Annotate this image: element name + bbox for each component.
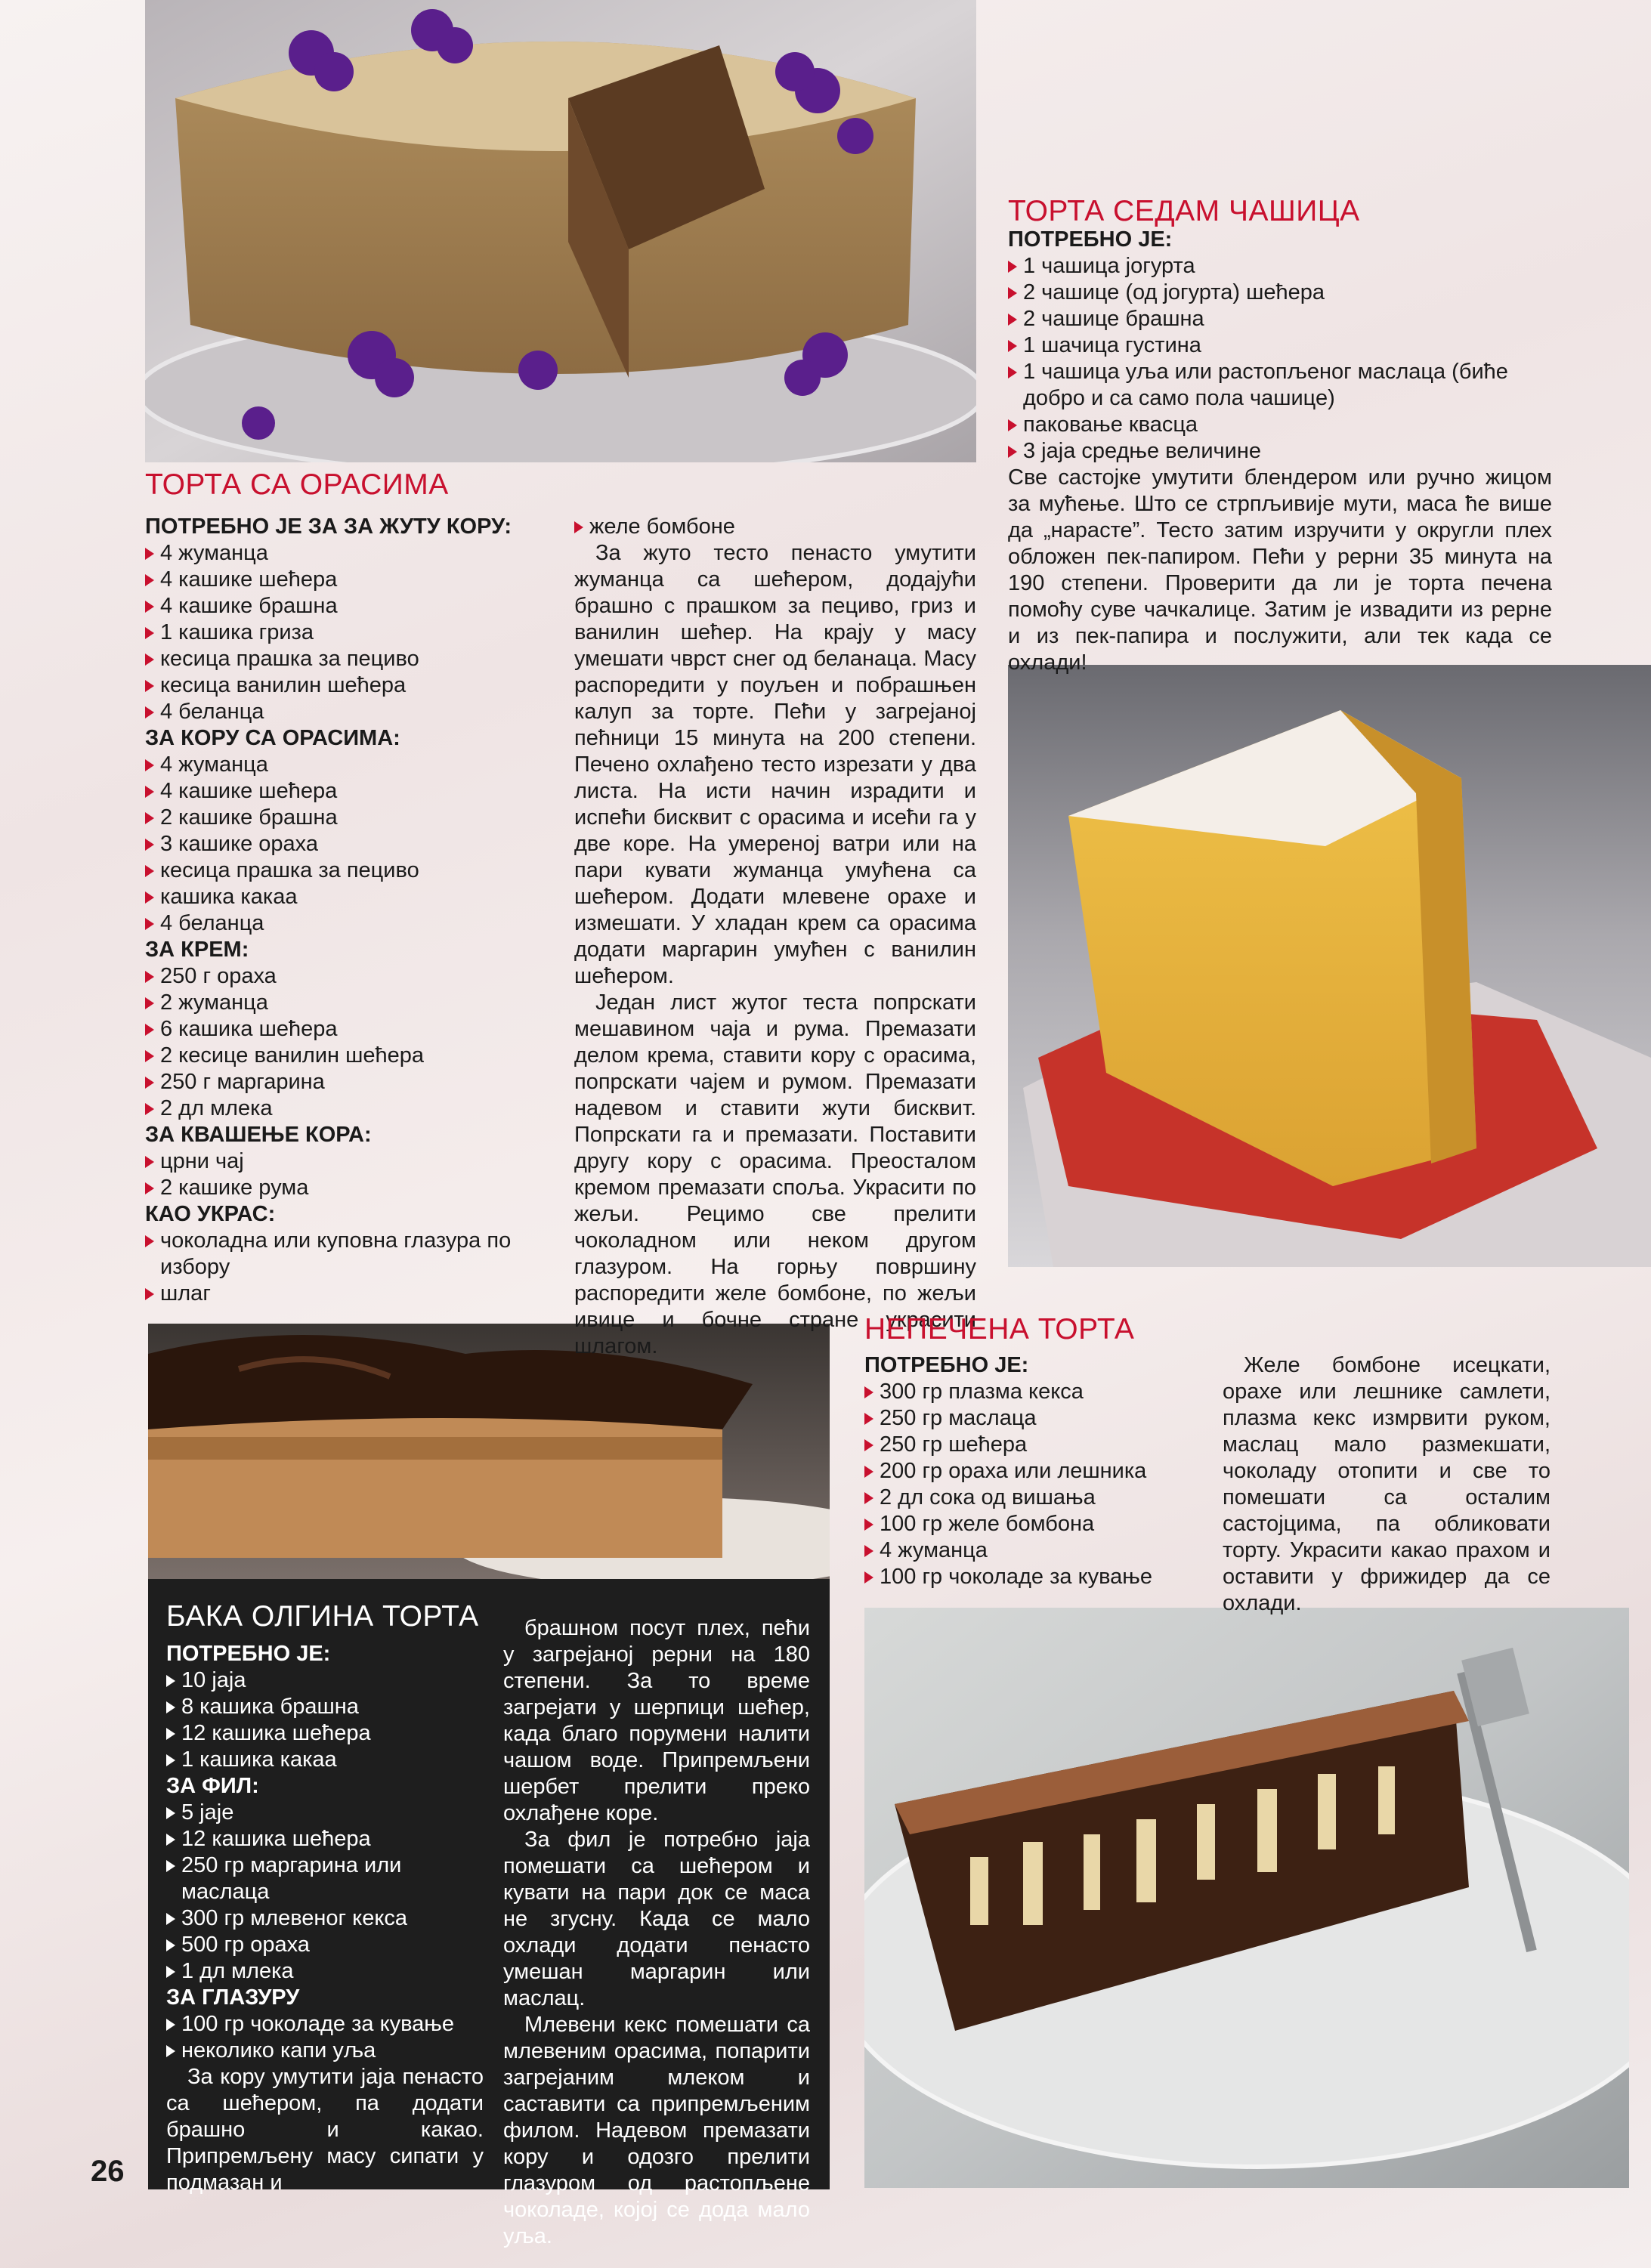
ingredient-list — [145, 963, 553, 1122]
ingredient-list — [145, 752, 553, 937]
method-paragraph: Један лист жутог теста попрскати мешавином чаја и рума. Премазати делом крема, ставити кору с орасима, попрскати чајем и румом. Премазати надевом и ставити жути бисквит. Попрскати га и премазати. Поставити другу кору с орасима. Преосталом кремом премазати споља. Украсити по жељи. Рецимо све прелити чоколадном или неком другом глазуром. На горњу површину распоредити желе бомбоне, по жељи ивице и бочне стране украсити шлагом. — [574, 990, 976, 1358]
unbaked-chocolate-cake-photo — [864, 1608, 1629, 2188]
ingredient-item: 1 чашица јогурта — [1008, 253, 1552, 280]
ingredient-item: 2 чашице брашна — [1008, 306, 1552, 332]
ingredient-item: 6 кашика шећера — [145, 1016, 553, 1043]
yellow-sponge-cake-photo — [1008, 665, 1651, 1267]
recipe4-method — [503, 1615, 810, 2250]
recipe1-method — [574, 514, 976, 1360]
ingredient-list — [145, 1228, 553, 1307]
ingredient-item: 2 жуманца — [145, 990, 553, 1016]
ingredient-item: 3 кашике ораха — [145, 831, 553, 857]
ingredient-item: 250 г ораха — [145, 963, 553, 990]
ingredient-subheading: ЗА КВАШЕЊЕ КОРА: — [145, 1123, 372, 1147]
ingredient-item: 250 г маргарина — [145, 1069, 553, 1095]
recipe4-ingredients — [166, 1641, 484, 2196]
ingredient-subheading: ЗА ФИЛ: — [166, 1774, 259, 1798]
ingredient-item: 10 јаја — [166, 1667, 484, 1694]
ingredient-list — [145, 1148, 553, 1201]
recipe2-title: ТОРТА СЕДАМ ЧАШИЦА — [1008, 195, 1360, 227]
method-paragraph: За жуто тесто пенасто умутити жуманца са шећером, додајући брашно с прашком за пециво, гриз и ванилин шећер. На крају у масу умешати чврст снег од беланаца. Масу распоредити у поуљен и побрашњен калуп за торте. Пећи у загрејаној пећници 15 минута на 200 степени. Печено охлађено тесто изрезати у два листа. На исти начин израдити и испећи бисквит с орасима и исећи га у две коре. На умереној ватри или на пари кувати жуманца умућена са шећером. Додати млевене орахе и измешати. У хладан крем са орасима додати маргарин умућен с ванилин шећером. — [574, 541, 976, 988]
ingredient-item: 4 кашике брашна — [145, 593, 553, 620]
ingredient-item: 1 кашика гриза — [145, 620, 553, 646]
ingredient-item: 4 жуманца — [864, 1537, 1189, 1564]
recipe4-box — [148, 1579, 830, 2248]
ingredient-item: 2 чашице (од јогурта) шећера — [1008, 280, 1552, 306]
ingredient-item: 5 јаје — [166, 1800, 484, 1826]
ingredient-list — [145, 540, 553, 725]
ingredient-item: 250 гр шећера — [864, 1432, 1189, 1458]
ingredient-item: 8 кашика брашна — [166, 1694, 484, 1720]
ingredient-item: кесица прашка за пециво — [145, 646, 553, 672]
ingredient-item: 4 беланца — [145, 910, 553, 937]
recipe2-method: Све састојке умутити блендером или ручно жицом за мућење. Што се стрпљивије мути, маса ће више да „нарасте”. Тесто затим изручити у округли плех обложен пек-папиром. Пећи у рерни 35 минута на 190 степени. Проверити да ли је торта печена помоћу суве чачкалице. Затим је извадити из рерне и из пек-папира и послужити, али тек када се охлади! — [1008, 465, 1552, 675]
ingredient-item: 300 гр плазма кекса — [864, 1379, 1189, 1405]
ingredient-item: 100 гр чоколаде за кување — [864, 1564, 1189, 1590]
ingredient-item: 4 жуманца — [145, 752, 553, 778]
ingredient-subheading: КАО УКРАС: — [145, 1202, 276, 1226]
ingredient-item: кашика какаа — [145, 884, 553, 910]
recipe3-title: НЕПЕЧЕНА ТОРТА — [864, 1313, 1135, 1346]
ingredient-item: кесица ванилин шећера — [145, 672, 553, 699]
method-paragraph: За фил је потребно јаја помешати са шећером и кувати на пари док се маса не згусну. Када се мало охлади додати пенасто умешан маргарин или маслац. — [503, 1828, 810, 2010]
recipe1-ingredients — [145, 514, 553, 1307]
ingredient-item: шлаг — [145, 1281, 553, 1307]
olga-chocolate-cake-photo — [148, 1324, 830, 1579]
ingredient-subheading: ЗА КОРУ СА ОРАСИМА: — [145, 726, 400, 750]
recipe3-ingredients — [864, 1352, 1189, 1590]
ingredient-item: 4 жуманца — [145, 540, 553, 567]
ingredient-item: неколико капи уља — [166, 2038, 484, 2064]
ingredient-item: 500 гр ораха — [166, 1932, 484, 1958]
ingredient-item: 200 гр ораха или лешника — [864, 1458, 1189, 1485]
ingredient-subheading: ПОТРЕБНО ЈЕ: — [166, 1642, 331, 1666]
recipe1-item-jelly: желе бомбоне — [574, 514, 976, 540]
ingredient-item: 100 гр желе бомбона — [864, 1511, 1189, 1537]
ingredient-item: 2 кашике брашна — [145, 805, 553, 831]
recipe4-title: БАКА ОЛГИНА ТОРТА — [166, 1600, 479, 1633]
method-paragraph: Млевени кекс помешати са млевеним орасима, попарити загрејаним млеком и саставити са припремљеним филом. Надевом премазати кору и одозго прелити глазуром од растопљене чоколаде, којој се дода мало уља. — [503, 2013, 810, 2248]
ingredient-item: 250 гр маслаца — [864, 1405, 1189, 1432]
ingredient-item: 1 кашика какаа — [166, 1747, 484, 1773]
ingredient-item: 2 дл сока од вишања — [864, 1485, 1189, 1511]
recipe1-title: ТОРТА СА ОРАСИМА — [145, 468, 449, 501]
ingredient-item: 2 кашике рума — [145, 1175, 553, 1201]
ingredient-item: 2 дл млека — [145, 1095, 553, 1122]
page-number: 26 — [91, 2155, 125, 2188]
ingredient-item: 250 гр маргарина или маслаца — [166, 1852, 484, 1905]
ingredient-item: 1 дл млека — [166, 1958, 484, 1985]
ingredient-item: паковање квасца — [1008, 412, 1552, 438]
recipe2-block — [1008, 227, 1552, 676]
recipe3-method: Желе бомбоне исецкати, орахе или лешнике самлети, плазма кекс измрвити руком, маслац мало размекшати, чоколаду отопити и све то помешати са осталим састојцима, па обликовати торту. Украсити какао прахом и оставити у фрижидер да се охлади. — [1223, 1353, 1551, 1615]
ingredient-item: кесица прашка за пециво — [145, 857, 553, 884]
cake-with-violets-photo — [145, 0, 976, 462]
ingredient-list — [166, 1800, 484, 1985]
ingredient-item: 12 кашика шећера — [166, 1720, 484, 1747]
recipe2-subheading: ПОТРЕБНО ЈЕ: — [1008, 227, 1173, 252]
ingredient-item: 3 јаја средње величине — [1008, 438, 1552, 465]
ingredient-item: 12 кашика шећера — [166, 1826, 484, 1852]
recipe4-method-1: За кору умутити јаја пенасто са шећером, па додати брашно и какао. Припремљену масу сипати у подмазан и — [166, 2065, 484, 2195]
ingredient-item: 300 гр млевеног кекса — [166, 1905, 484, 1932]
method-paragraph: брашном посут плех, пећи у загрејаној рерни на 180 степени. За то време загрејати у шерпици шећер, када благо порумени налити чашом воде. Припремљени шербет прелити преко охлађене коре. — [503, 1616, 810, 1825]
ingredient-subheading: ЗА ГЛАЗУРУ — [166, 1985, 300, 2010]
ingredient-item: 1 чашица уља или растопљеног маслаца (биће добро и са само пола чашице) — [1008, 359, 1552, 412]
ingredient-item: 4 кашике шећера — [145, 778, 553, 805]
ingredient-list — [1008, 253, 1552, 465]
ingredient-item: 4 кашике шећера — [145, 567, 553, 593]
ingredient-list — [864, 1379, 1189, 1590]
ingredient-list — [166, 1667, 484, 1773]
recipe3-method-wrap — [1223, 1352, 1551, 1617]
recipe3-subheading: ПОТРЕБНО ЈЕ: — [864, 1353, 1029, 1377]
ingredient-item: 100 гр чоколаде за кување — [166, 2011, 484, 2038]
ingredient-subheading: ПОТРЕБНО ЈЕ ЗА ЗА ЖУТУ КОРУ: — [145, 514, 512, 539]
ingredient-item: црни чај — [145, 1148, 553, 1175]
ingredient-item: чоколадна или куповна глазура по избору — [145, 1228, 553, 1281]
ingredient-item: 1 шачица густина — [1008, 332, 1552, 359]
ingredient-item: 2 кесице ванилин шећера — [145, 1043, 553, 1069]
ingredient-item: 4 беланца — [145, 699, 553, 725]
ingredient-subheading: ЗА КРЕМ: — [145, 938, 249, 962]
ingredient-list — [166, 2011, 484, 2064]
